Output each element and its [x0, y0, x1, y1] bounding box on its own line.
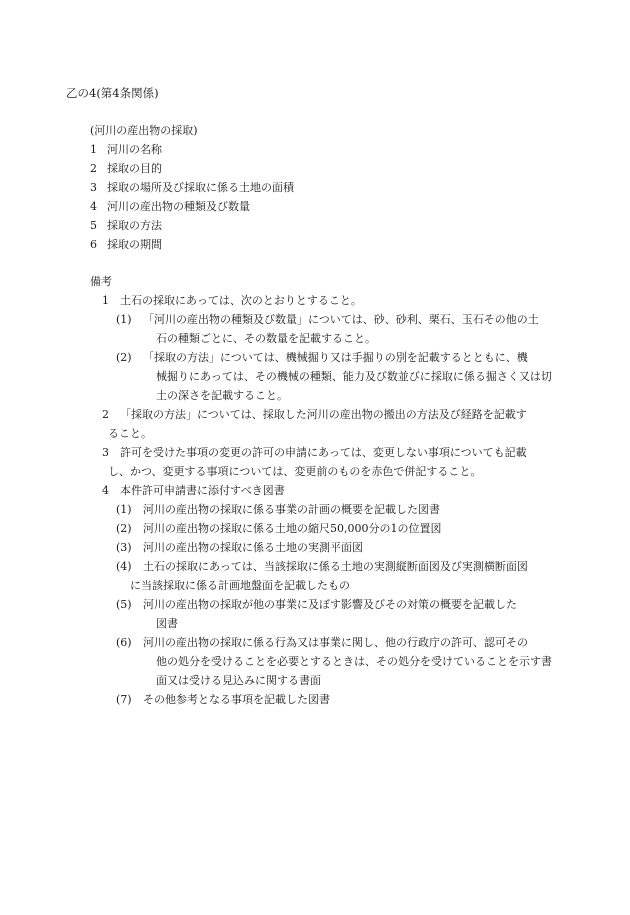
list-item	[90, 178, 294, 197]
list-item	[90, 140, 294, 159]
remark-4-sub-3	[116, 538, 363, 557]
remark-4-sub-2	[116, 519, 442, 538]
remark-text: 許可を受けた事項の変更の許可の申請にあっては、変更しない事項についても記載	[120, 446, 527, 459]
list-item	[90, 197, 294, 216]
remark-2	[102, 405, 527, 424]
remark-text-continuation: ること。	[108, 427, 152, 440]
remark-1-sub-2	[116, 348, 528, 367]
sub-text-continuation: 他の処分を受けることを必要とするときは、その処分を受けていることを示す書	[156, 655, 552, 668]
item-list	[90, 140, 294, 254]
remark-number: 2	[102, 408, 109, 421]
remarks-heading: 備考	[90, 275, 112, 288]
sub-text-continuation: に当該採取に係る計画地盤面を記載したもの	[130, 579, 350, 592]
sub-text: 河川の産出物の採取に係る行為又は事業に関し、他の行政庁の許可、認可その	[143, 636, 528, 649]
remark-4-sub-5	[116, 595, 517, 614]
sub-text-continuation: 土の深さを記載すること。	[156, 389, 288, 402]
remark-4	[102, 481, 285, 500]
remark-text: 土石の採取にあっては、次のとおりとすること。	[120, 294, 362, 307]
sub-text: 河川の産出物の採取が他の事業に及ぼす影響及びその対策の概要を記載した	[143, 598, 517, 611]
sub-number: (7)	[116, 693, 132, 706]
remark-4-sub-6	[116, 633, 528, 652]
sub-number: (3)	[116, 541, 132, 554]
sub-number: (1)	[116, 313, 132, 326]
remark-3	[102, 443, 527, 462]
sub-number: (4)	[116, 560, 132, 573]
remark-number: 1	[102, 294, 109, 307]
item-number: 2	[90, 162, 97, 175]
sub-text: 土石の採取にあっては、当該採取に係る土地の実測縦断面図及び実測横断面図	[143, 560, 528, 573]
remark-4-sub-7	[116, 690, 330, 709]
item-number: 4	[90, 200, 97, 213]
item-number: 3	[90, 181, 97, 194]
item-text: 河川の産出物の種類及び数量	[107, 200, 250, 213]
sub-number: (5)	[116, 598, 132, 611]
list-item	[90, 159, 294, 178]
remark-text-continuation: し、かつ、変更する事項については、変更前のものを赤色で併記すること。	[108, 465, 482, 478]
list-item	[90, 235, 294, 254]
sub-text: 河川の産出物の採取に係る事業の計画の概要を記載した図書	[143, 503, 440, 516]
sub-text: 「採取の方法」については、機械掘り又は手掘りの別を記載するとともに、機	[143, 351, 528, 364]
item-text: 採取の期間	[107, 238, 162, 251]
sub-number: (1)	[116, 503, 132, 516]
item-text: 河川の名称	[107, 143, 162, 156]
page-title: 乙の4(第4条関係)	[66, 86, 159, 100]
item-number: 1	[90, 143, 97, 156]
sub-text: 河川の産出物の採取に係る土地の縮尺50,000分の1の位置図	[143, 522, 442, 535]
sub-number: (2)	[116, 351, 132, 364]
sub-text-continuation: 石の種類ごとに、その数量を記載すること。	[156, 332, 376, 345]
sub-text-continuation: 械掘りにあっては、その機械の種類、能力及び数並びに採取に係る掘さく又は切	[156, 370, 552, 383]
section-heading: (河川の産出物の採取)	[90, 124, 198, 137]
item-text: 採取の場所及び採取に係る土地の面積	[107, 181, 294, 194]
item-number: 6	[90, 238, 97, 251]
remark-4-sub-1	[116, 500, 440, 519]
item-text: 採取の方法	[107, 219, 162, 232]
sub-text: 「河川の産出物の種類及び数量」については、砂、砂利、栗石、玉石その他の土	[143, 313, 539, 326]
remark-text: 「採取の方法」については、採取した河川の産出物の搬出の方法及び経路を記載す	[120, 408, 527, 421]
sub-number: (2)	[116, 522, 132, 535]
sub-text-continuation: 図書	[156, 617, 178, 630]
list-item	[90, 216, 294, 235]
sub-text-continuation: 面又は受ける見込みに関する書面	[156, 674, 321, 687]
sub-text: その他参考となる事項を記載した図書	[143, 693, 330, 706]
remark-text: 本件許可申請書に添付すべき図書	[120, 484, 285, 497]
sub-text: 河川の産出物の採取に係る土地の実測平面図	[143, 541, 363, 554]
remark-1-sub-1	[116, 310, 539, 329]
remark-1	[102, 291, 362, 310]
item-text: 採取の目的	[107, 162, 162, 175]
remark-number: 4	[102, 484, 109, 497]
remark-4-sub-4	[116, 557, 528, 576]
remark-number: 3	[102, 446, 109, 459]
item-number: 5	[90, 219, 97, 232]
sub-number: (6)	[116, 636, 132, 649]
